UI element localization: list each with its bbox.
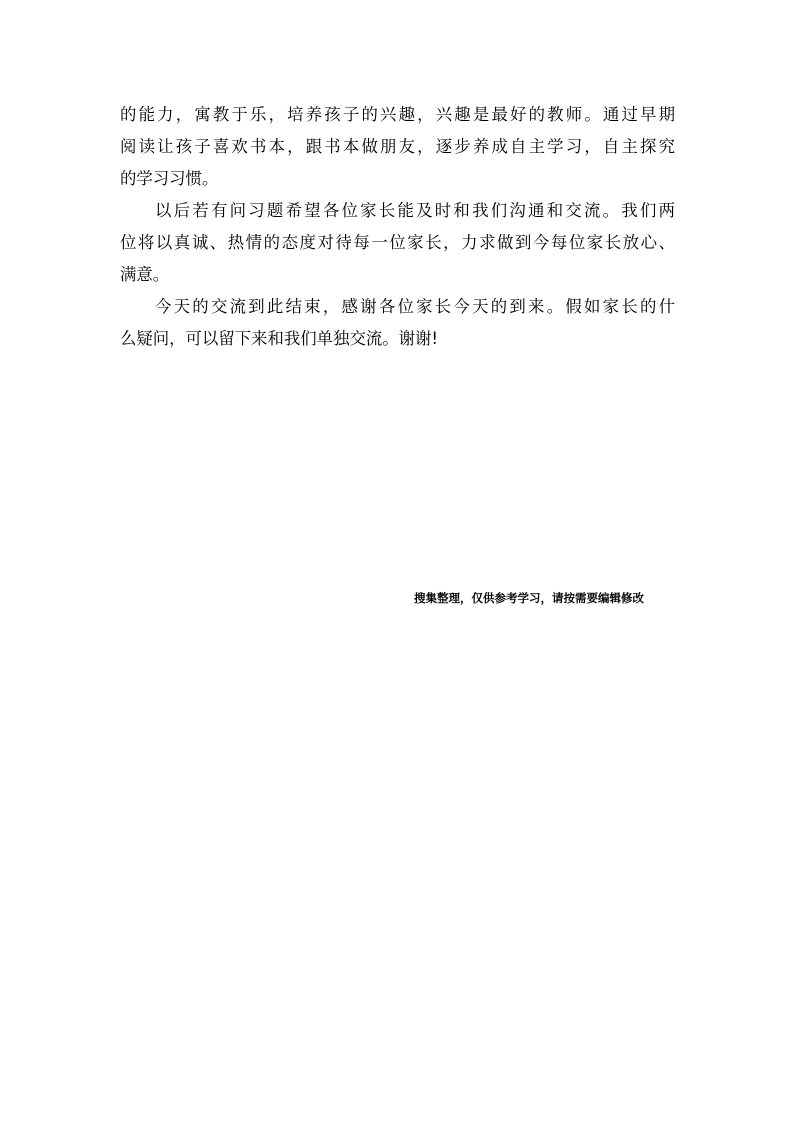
- paragraph-1-line-3: 的学习习惯。: [120, 169, 219, 188]
- paragraph-1-line-2: 阅读让孩子喜欢书本，跟书本做朋友，逐步养成自主学习，自主探究: [120, 137, 675, 156]
- paragraph-2-line-1: 以后若有问习题希望各位家长能及时和我们沟通和交流。我们两: [155, 201, 675, 220]
- paragraph-3-line-1: 今天的交流到此结束，感谢各位家长今天的到来。假如家长的什: [155, 297, 675, 316]
- paragraph-3-line-2: 么疑问，可以留下来和我们单独交流。谢谢!: [120, 329, 438, 348]
- footer-note: 搜集整理，仅供参考学习，请按需要编辑修改: [414, 591, 644, 605]
- paragraph-2-line-2: 位将以真诚、热情的态度对待每一位家长，力求做到今每位家长放心、: [120, 233, 675, 252]
- document-body: [120, 99, 675, 355]
- paragraph-1-line-1: 的能力，寓教于乐，培养孩子的兴趣，兴趣是最好的教师。通过早期: [120, 105, 675, 124]
- paragraph-2-line-3: 满意。: [120, 265, 170, 284]
